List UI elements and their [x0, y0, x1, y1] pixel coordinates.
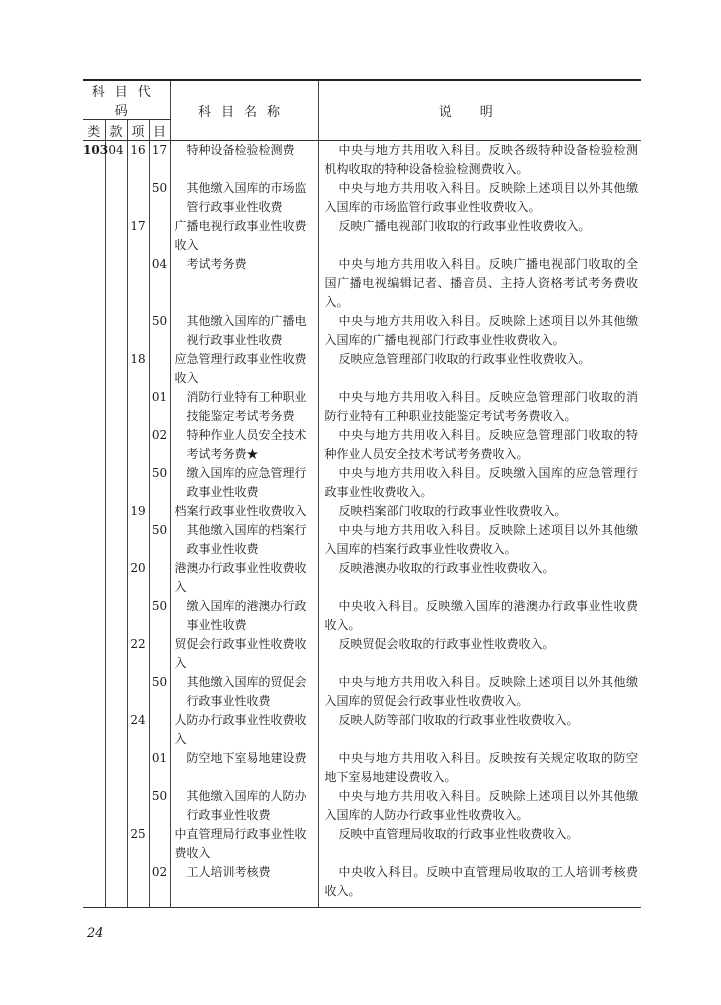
subject-desc: 反映贸促会收取的行政事业性收费收入。: [318, 635, 641, 673]
subject-desc: 中央与地方共用收入科目。反映按有关规定收取的防空地下室易地建设费收入。: [318, 749, 641, 787]
code-xiang: 17: [127, 217, 149, 255]
table-body: [83, 141, 641, 908]
code-mu: [149, 502, 170, 521]
code-kuan: [105, 559, 127, 597]
page-number: 24: [87, 926, 104, 941]
subject-desc: 反映应急管理部门收取的行政事业性收费收入。: [318, 350, 641, 388]
code-xiang: [127, 388, 149, 426]
code-kuan: [105, 388, 127, 426]
code-mu: 01: [149, 749, 170, 787]
table-row: [83, 635, 641, 673]
code-mu: 50: [149, 673, 170, 711]
code-kuan: [105, 863, 127, 908]
code-xiang: [127, 863, 149, 908]
subject-desc: 中央收入科目。反映缴入国库的港澳办行政事业性收费收入。: [318, 597, 641, 635]
code-lei: [83, 825, 105, 863]
code-lei: [83, 502, 105, 521]
code-lei: [83, 426, 105, 464]
table-row: [83, 559, 641, 597]
subject-name: 其他缴入国库的市场监管行政事业性收费: [170, 179, 318, 217]
code-xiang: [127, 597, 149, 635]
subject-desc: 中央与地方共用收入科目。反映除上述项目以外其他缴入国库的广播电视部门行政事业性收费收入。: [318, 312, 641, 350]
table-row: [83, 597, 641, 635]
subject-desc: 反映人防等部门收取的行政事业性收费收入。: [318, 711, 641, 749]
subject-desc: 中央收入科目。反映中直管理局收取的工人培训考核费收入。: [318, 863, 641, 908]
header-mu: 目: [149, 120, 170, 141]
code-mu: 50: [149, 521, 170, 559]
code-mu: [149, 559, 170, 597]
code-xiang: [127, 312, 149, 350]
table-row: [83, 255, 641, 312]
code-lei: [83, 217, 105, 255]
code-mu: [149, 217, 170, 255]
table-row: [83, 350, 641, 388]
code-mu: [149, 711, 170, 749]
code-lei: [83, 312, 105, 350]
code-mu: [149, 635, 170, 673]
table-row: [83, 863, 641, 908]
code-xiang: 20: [127, 559, 149, 597]
subject-name: 其他缴入国库的广播电视行政事业性收费: [170, 312, 318, 350]
code-lei: [83, 673, 105, 711]
code-lei: [83, 464, 105, 502]
code-lei: [83, 863, 105, 908]
subject-desc: 中央与地方共用收入科目。反映除上述项目以外其他缴入国库的人防办行政事业性收费收入。: [318, 787, 641, 825]
code-xiang: [127, 787, 149, 825]
subject-desc: 中央与地方共用收入科目。反映应急管理部门收取的特种作业人员安全技术考试考务费收入。: [318, 426, 641, 464]
code-kuan: [105, 521, 127, 559]
subject-name: 中直管理局行政事业性收费收入: [170, 825, 318, 863]
subject-desc: 中央与地方共用收入科目。反映除上述项目以外其他缴入国库的档案行政事业性收费收入。: [318, 521, 641, 559]
code-kuan: [105, 255, 127, 312]
budget-subject-table-page: [83, 79, 641, 908]
code-xiang: [127, 521, 149, 559]
table-row: [83, 521, 641, 559]
code-kuan: [105, 825, 127, 863]
code-mu: 17: [149, 141, 170, 180]
code-kuan: [105, 787, 127, 825]
subject-name: 工人培训考核费: [170, 863, 318, 908]
code-mu: 04: [149, 255, 170, 312]
code-xiang: 18: [127, 350, 149, 388]
table-row: [83, 217, 641, 255]
table-row: [83, 426, 641, 464]
code-kuan: [105, 597, 127, 635]
table-row: [83, 388, 641, 426]
subject-desc: 中央与地方共用收入科目。反映除上述项目以外其他缴入国库的贸促会行政事业性收费收入。: [318, 673, 641, 711]
code-kuan: [105, 749, 127, 787]
code-mu: 50: [149, 312, 170, 350]
header-xiang: 项: [127, 120, 149, 141]
subject-name: 档案行政事业性收费收入: [170, 502, 318, 521]
subject-desc: 反映广播电视部门收取的行政事业性收费收入。: [318, 217, 641, 255]
code-xiang: 24: [127, 711, 149, 749]
code-kuan: [105, 179, 127, 217]
subject-name: 广播电视行政事业性收费收入: [170, 217, 318, 255]
code-mu: 50: [149, 597, 170, 635]
code-lei: [83, 521, 105, 559]
subject-name: 应急管理行政事业性收费收入: [170, 350, 318, 388]
code-lei: [83, 559, 105, 597]
code-lei: [83, 179, 105, 217]
table-row: [83, 825, 641, 863]
subject-name: 其他缴入国库的贸促会行政事业性收费: [170, 673, 318, 711]
code-mu: 01: [149, 388, 170, 426]
budget-subject-table: [83, 79, 641, 908]
code-lei: [83, 255, 105, 312]
subject-name: 考试考务费: [170, 255, 318, 312]
table-row: [83, 502, 641, 521]
table-row: [83, 711, 641, 749]
code-kuan: 04: [105, 141, 127, 180]
subject-name: 消防行业特有工种职业技能鉴定考试考务费: [170, 388, 318, 426]
subject-name: 特种设备检验检测费: [170, 141, 318, 180]
table-row: [83, 312, 641, 350]
code-xiang: [127, 673, 149, 711]
header-desc: 说明: [318, 80, 641, 141]
header-code-group: 科目代码: [83, 80, 170, 120]
subject-name: 缴入国库的应急管理行政事业性收费: [170, 464, 318, 502]
subject-name: 其他缴入国库的档案行政事业性收费: [170, 521, 318, 559]
code-mu: 02: [149, 863, 170, 908]
code-lei: [83, 597, 105, 635]
code-xiang: [127, 255, 149, 312]
code-xiang: [127, 464, 149, 502]
code-kuan: [105, 464, 127, 502]
code-lei: [83, 388, 105, 426]
subject-desc: 反映档案部门收取的行政事业性收费收入。: [318, 502, 641, 521]
table-header: [83, 80, 641, 141]
subject-desc: 反映中直管理局收取的行政事业性收费收入。: [318, 825, 641, 863]
subject-desc: 中央与地方共用收入科目。反映除上述项目以外其他缴入国库的市场监管行政事业性收费收入。: [318, 179, 641, 217]
code-lei: [83, 787, 105, 825]
subject-desc: 中央与地方共用收入科目。反映广播电视部门收取的全国广播电视编辑记者、播音员、主持人资格考试考务费收入。: [318, 255, 641, 312]
code-xiang: [127, 179, 149, 217]
subject-name: 缴入国库的港澳办行政事业性收费: [170, 597, 318, 635]
code-kuan: [105, 711, 127, 749]
code-lei: [83, 711, 105, 749]
code-kuan: [105, 312, 127, 350]
code-xiang: [127, 426, 149, 464]
code-xiang: 25: [127, 825, 149, 863]
code-xiang: [127, 749, 149, 787]
subject-name: 其他缴入国库的人防办行政事业性收费: [170, 787, 318, 825]
code-lei: 103: [83, 143, 109, 157]
code-xiang: 22: [127, 635, 149, 673]
header-lei: 类: [83, 120, 105, 141]
subject-desc: 中央与地方共用收入科目。反映缴入国库的应急管理行政事业性收费收入。: [318, 464, 641, 502]
code-kuan: [105, 426, 127, 464]
table-row: [83, 673, 641, 711]
subject-name: 港澳办行政事业性收费收入: [170, 559, 318, 597]
code-mu: [149, 825, 170, 863]
code-lei: [83, 749, 105, 787]
table-row: [83, 464, 641, 502]
code-mu: 50: [149, 464, 170, 502]
subject-name: 人防办行政事业性收费收入: [170, 711, 318, 749]
subject-name: 贸促会行政事业性收费收入: [170, 635, 318, 673]
table-row: [83, 787, 641, 825]
code-mu: 50: [149, 787, 170, 825]
code-kuan: [105, 350, 127, 388]
header-name: 科目名称: [170, 80, 318, 141]
code-kuan: [105, 217, 127, 255]
code-mu: 02: [149, 426, 170, 464]
table-row: [83, 749, 641, 787]
code-xiang: 19: [127, 502, 149, 521]
subject-desc: 中央与地方共用收入科目。反映各级特种设备检验检测机构收取的特种设备检验检测费收入。: [318, 141, 641, 180]
subject-name: 特种作业人员安全技术考试考务费★: [170, 426, 318, 464]
subject-name: 防空地下室易地建设费: [170, 749, 318, 787]
code-kuan: [105, 673, 127, 711]
table-row: [83, 141, 641, 180]
subject-desc: 中央与地方共用收入科目。反映应急管理部门收取的消防行业特有工种职业技能鉴定考试考务费收入。: [318, 388, 641, 426]
subject-desc: 反映港澳办收取的行政事业性收费收入。: [318, 559, 641, 597]
code-mu: [149, 350, 170, 388]
code-lei: [83, 350, 105, 388]
table-row: [83, 179, 641, 217]
code-xiang: 16: [127, 141, 149, 180]
code-kuan: [105, 635, 127, 673]
code-lei: [83, 635, 105, 673]
header-kuan: 款: [105, 120, 127, 141]
code-mu: 50: [149, 179, 170, 217]
code-kuan: [105, 502, 127, 521]
